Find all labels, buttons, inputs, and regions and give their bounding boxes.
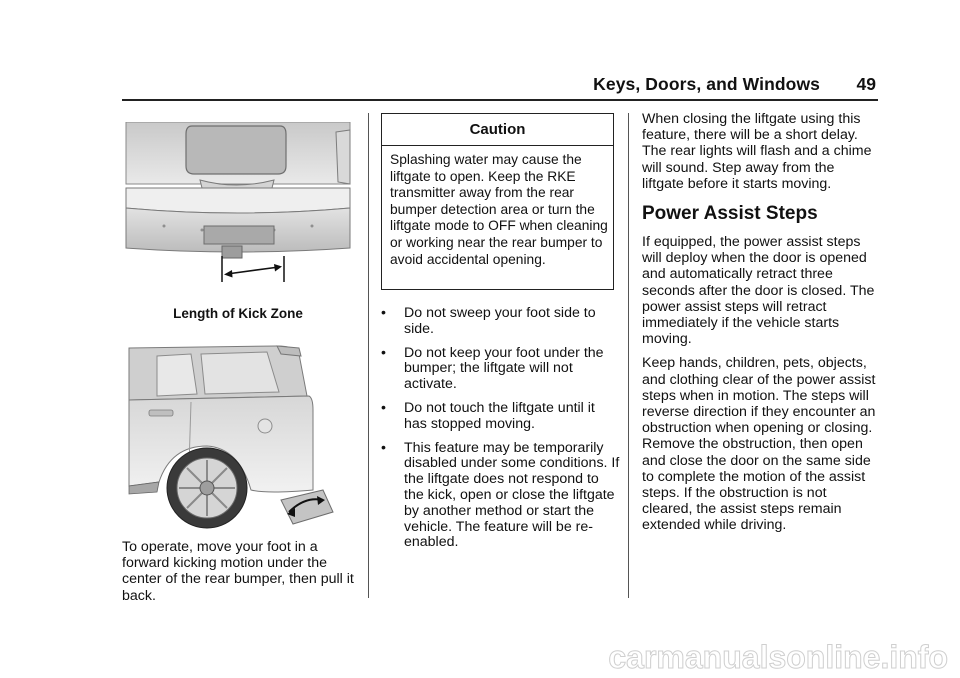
section-heading: Power Assist Steps	[642, 203, 818, 224]
operate-instructions: To operate, move your foot in a forward kicking motion under the center of the rear bumper, then pull it back.	[122, 539, 354, 604]
list-item-text: Do not keep your foot under the bumper; the liftgate will not activate.	[404, 344, 604, 393]
list-item-text: This feature may be temporarily disabled under some conditions. If the liftgate does not respond to the kick, open or close the liftgate by another method or start the vehicle. The feature will be re-enabled.	[404, 439, 620, 551]
caution-title: Caution	[382, 114, 613, 146]
liftgate-closing-note: When closing the liftgate using this feature, there will be a short delay. The rear lights will flash and a chime will sound. Step away from the liftgate before it starts moving.	[642, 111, 872, 192]
list-item-text: Do not sweep your foot side to side.	[404, 305, 596, 337]
bullet-marker: •	[381, 305, 386, 321]
page-number: 49	[856, 74, 876, 94]
bullet-marker: •	[381, 344, 386, 361]
figure-caption: Length of Kick Zone	[173, 306, 303, 321]
bullet-marker: •	[381, 439, 386, 456]
section-title: Keys, Doors, and Windows	[593, 74, 820, 94]
caution-text: Splashing water may cause the liftgate to open. Keep the RKE transmitter away from the rear bumper detection area or turn the liftgate mode to OFF when cleaning or working near the rear bumper to avoid accidental opening.	[390, 152, 608, 267]
list-item-text: Do not touch the liftgate until it has stopped moving.	[404, 399, 595, 432]
assist-steps-paragraph-1: If equipped, the power assist steps will deploy when the door is opened and automatically retract three seconds after the door is closed. The power assist steps will retract immediately if the vehicle starts moving.	[642, 234, 875, 348]
assist-steps-paragraph-2: Keep hands, children, pets, objects, and clothing clear of the power assist steps when in motion. The steps will reverse direction if they encounter an obstruction when opening or closing. Remove the obstruction, then open and close the door on the same side to complete the motion of the assist steps. If the obstruction is not cleared, the assist steps remain extended while driving.	[642, 355, 876, 534]
bullet-marker: •	[381, 399, 386, 416]
watermark-text: carmanualsonline.info	[608, 639, 948, 675]
